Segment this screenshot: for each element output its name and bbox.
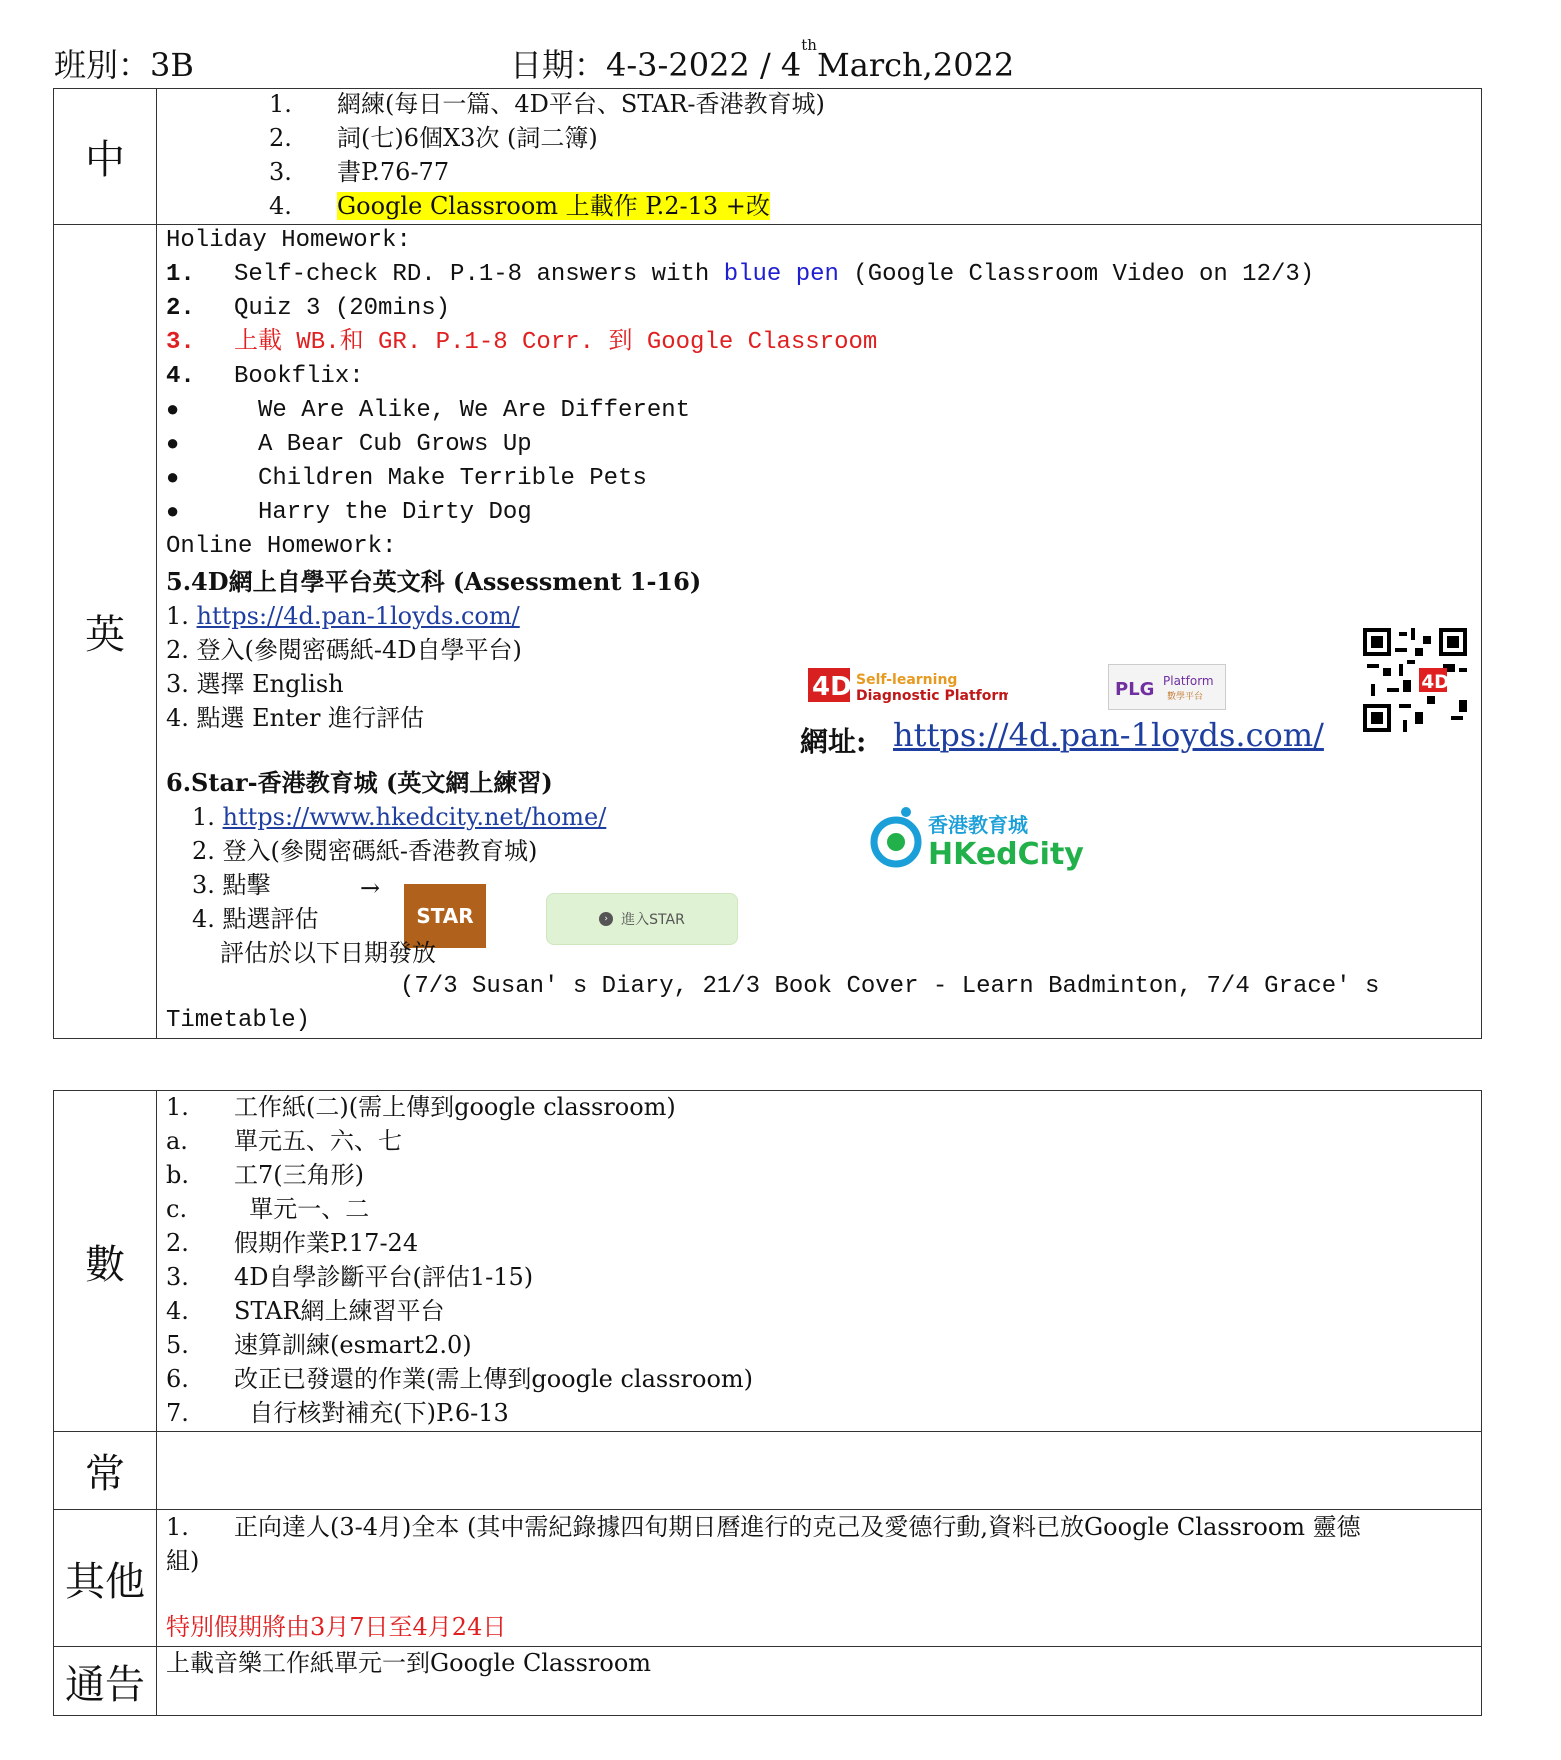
subject-others: 其他: [54, 1510, 157, 1647]
list-item: 3. 4D自學診斷平台(評估1-15): [166, 1263, 534, 1291]
section-star-title: 6.Star-香港教育城 (英文網上練習): [166, 768, 553, 797]
logo-plp-sub: 數學平台: [1167, 692, 1204, 702]
logo-4d-badge: 4D: [812, 672, 852, 702]
list-item: 4. 點選 Enter 進行評估: [166, 704, 425, 732]
logo-plp-mark: PLG: [1115, 679, 1155, 700]
list-item: 1. https://4d.pan-1loyds.com/: [166, 602, 520, 630]
chinese-content: [157, 89, 1482, 225]
logo-plp-text: Platform: [1163, 674, 1214, 688]
link-hkedcity[interactable]: https://www.hkedcity.net/home/: [222, 803, 607, 831]
highlighted-task: Google Classroom 上載作 P.2-13 +改: [337, 192, 770, 220]
url-label: 網址:: [800, 725, 867, 758]
list-item: 2. 詞(七)6個X3次 (詞二簿): [269, 124, 598, 152]
circular-text: 上載音樂工作紙單元一到Google Classroom: [166, 1649, 652, 1677]
subject-chinese: 中: [54, 89, 157, 225]
book-item: ● A Bear Cub Grows Up: [166, 431, 532, 458]
bullet-icon: ●: [166, 398, 180, 423]
list-item: a. 單元五、六、七: [166, 1127, 402, 1155]
logo-hkedcity: [858, 800, 1088, 884]
list-item: 2. 登入(參閱密碼紙-香港教育城): [192, 837, 538, 865]
logo-4d-line2: Diagnostic Platform: [856, 688, 1008, 704]
list-item: 3. 點擊: [192, 871, 271, 899]
list-item: b. 工7(三角形): [166, 1161, 364, 1189]
subject-english: 英: [54, 225, 157, 1039]
list-item: 1. https://www.hkedcity.net/home/: [192, 803, 607, 831]
list-item: 1. 網練(每日一篇、4D平台、STAR-香港教育城): [269, 90, 825, 118]
list-item: c. 單元一、二: [166, 1195, 370, 1223]
list-item: 3. 上載 WB.和 GR. P.1-8 Corr. 到 Google Classroom: [166, 329, 878, 356]
qr-badge: 4D: [1421, 672, 1450, 693]
list-item: 2. Quiz 3 (20mins): [166, 295, 451, 322]
assess-dates: (7/3 Susan' s Diary, 21/3 Book Cover - Learn Badminton, 7/4 Grace' s: [400, 973, 1380, 1000]
arrow-icon: →: [360, 874, 381, 902]
logo-4d-line1: Self-learning: [856, 672, 958, 688]
header: [54, 36, 1484, 84]
holiday-notice: 特別假期將由3月7日至4月24日: [166, 1613, 507, 1641]
qr-code-icon: [1363, 628, 1467, 732]
list-item: 3. 選擇 English: [166, 670, 344, 698]
logo-4d: [808, 664, 1008, 712]
list-item: 1. Self-check RD. P.1-8 answers with blue pen (Google Classroom Video on 12/3): [166, 261, 1315, 288]
subject-math: 數: [54, 1091, 157, 1432]
subject-general: 常: [54, 1432, 157, 1510]
list-item: 2. 假期作業P.17-24: [166, 1229, 419, 1257]
list-item: 1. 正向達人(3-4月)全本 (其中需紀錄據四旬期日曆進行的克己及愛德行動,資料已放Google Classroom 靈德: [166, 1513, 1361, 1541]
general-content: [157, 1432, 1482, 1510]
url-big-link[interactable]: https://4d.pan-1loyds.com/: [893, 716, 1324, 754]
list-item: 6. 改正已發還的作業(需上傳到google classroom): [166, 1365, 754, 1393]
row-general: [54, 1432, 1482, 1510]
book-item: ● We Are Alike, We Are Different: [166, 397, 691, 424]
list-item: 4. STAR網上練習平台: [166, 1297, 445, 1325]
hkedcity-en: HKedCity: [928, 837, 1084, 872]
link-4d[interactable]: https://4d.pan-1loyds.com/: [196, 602, 520, 630]
hkedcity-cn: 香港教育城: [928, 813, 1028, 837]
date-label: [510, 36, 1015, 86]
list-item: 7. 自行核對補充(下)P.6-13: [166, 1399, 509, 1427]
list-item: 4. Google Classroom 上載作 P.2-13 +改: [269, 192, 770, 220]
list-item: 4. 點選評估: [192, 905, 319, 933]
holiday-heading: Holiday Homework:: [166, 227, 411, 254]
list-item-cont: 組): [166, 1547, 200, 1575]
assess-note: 評估於以下日期發放: [220, 939, 436, 967]
bullet-icon: ●: [166, 432, 180, 457]
assess-dates-cont: Timetable): [166, 1007, 311, 1034]
list-item: 3. 書P.76-77: [269, 158, 450, 186]
subject-circular: 通告: [54, 1647, 157, 1716]
star-button[interactable]: STAR: [404, 884, 486, 948]
class-label: 班別：3B: [54, 46, 194, 84]
book-item: ● Children Make Terrible Pets: [166, 465, 647, 492]
date-suffix: March,2022: [816, 46, 1015, 84]
date-prefix: 日期：4-3-2022 / 4: [510, 46, 802, 84]
list-item: 2. 登入(參閱密碼紙-4D自學平台): [166, 636, 522, 664]
list-item: 1. 工作紙(二)(需上傳到google classroom): [166, 1093, 676, 1121]
logo-plp: [1108, 664, 1226, 710]
enter-star-button[interactable]: › 進入STAR: [546, 893, 738, 945]
bullet-icon: ●: [166, 466, 180, 491]
bullet-icon: ●: [166, 500, 180, 525]
online-heading: Online Homework:: [166, 533, 397, 560]
list-item: 4. Bookflix:: [166, 363, 364, 390]
arrow-circle-icon: ›: [599, 912, 613, 926]
book-item: ● Harry the Dirty Dog: [166, 499, 532, 526]
date-sup: th: [801, 36, 817, 54]
section-4d-title: 5.4D網上自學平台英文科 (Assessment 1-16): [166, 567, 702, 596]
row-chinese: [54, 89, 1482, 225]
list-item: 5. 速算訓練(esmart2.0): [166, 1331, 472, 1359]
